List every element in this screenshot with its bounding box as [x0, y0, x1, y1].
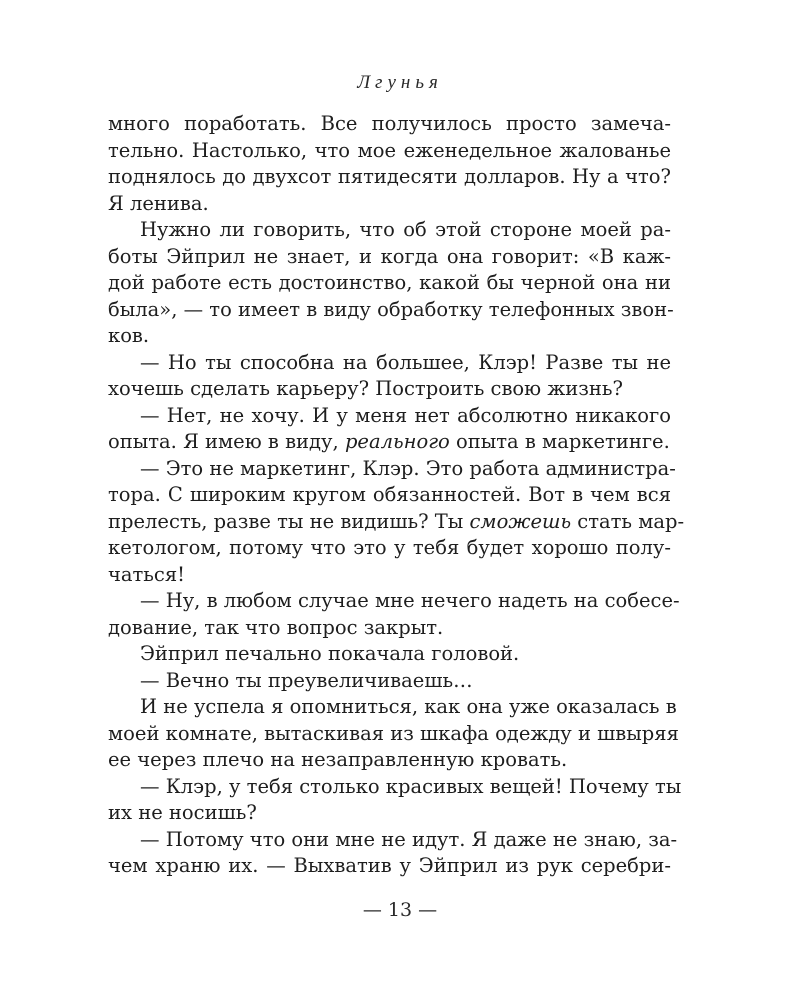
text-line [108, 297, 674, 324]
text-line [108, 535, 671, 562]
text-line [108, 456, 676, 483]
running-head: Лгунья [357, 72, 443, 93]
text-line [108, 509, 685, 536]
text-line [108, 191, 671, 218]
text-run: — Вечно ты преувеличиваешь… [140, 668, 473, 692]
text-line [108, 774, 682, 801]
text-run: — Потому что они мне не идут. Я даже не знаю, за- [140, 827, 678, 851]
text-run: — Это не маркетинг, Клэр. Это работа администра- [140, 456, 676, 480]
text-run: чаться! [108, 562, 185, 586]
text-line [108, 111, 671, 138]
text-line [108, 721, 679, 748]
text-line [108, 827, 678, 854]
text-line [108, 482, 671, 509]
text-run: их не носишь? [108, 801, 257, 824]
text-run: стать мар- [571, 509, 685, 533]
text-line [108, 429, 671, 456]
text-run: кетологом, потому что это у тебя будет хорошо полу- [108, 536, 671, 559]
text-run: ее через плечо на незаправленную кровать. [108, 748, 568, 771]
text-line [108, 217, 671, 244]
body-text [108, 111, 685, 880]
text-line [108, 853, 671, 880]
text-line [108, 270, 671, 297]
text-run: опыта в маркетинге. [449, 430, 670, 453]
text-run: — Клэр, у тебя столько красивых вещей! Почему ты [140, 774, 682, 798]
text-run: боты Эйприл не знает, и когда она говорит: «В каж- [108, 244, 671, 268]
text-run: много поработать. Все получилось просто замеча- [108, 112, 671, 135]
text-run: моей комнате, вытаскивая из шкафа одежду и швыряя [108, 721, 679, 745]
text-run: чем храню их. — Выхватив у Эйприл из рук серебри- [108, 854, 671, 877]
text-run: Нужно ли говорить, что об этой стороне моей ра- [140, 218, 671, 241]
text-run: — Нет, не хочу. И у меня нет абсолютно никакого [140, 403, 671, 427]
text-run: И не успела я опомниться, как она уже оказалась в [140, 695, 677, 718]
text-run: поднялось до двухсот пятидесяти долларов. Ну а что? [108, 165, 671, 188]
text-line [108, 668, 671, 695]
text-run: Я ленива. [108, 191, 209, 215]
text-run: — Ну, в любом случае мне нечего надеть на собесе- [140, 589, 680, 612]
text-run: дой работе есть достоинство, какой бы черной она ни [108, 271, 671, 294]
text-run: тельно. Настолько, что мое еженедельное жалованье [108, 138, 671, 162]
text-line [108, 164, 671, 191]
text-line [108, 138, 671, 165]
text-line [108, 323, 671, 350]
text-run: Эйприл печально покачала головой. [140, 642, 520, 665]
text-run: прелесть, разве ты не видишь? Ты [108, 509, 470, 533]
text-line [108, 403, 671, 430]
text-line [108, 562, 671, 589]
text-line [108, 244, 671, 271]
text-line [108, 615, 671, 642]
text-run: хочешь сделать карьеру? Построить свою жизнь? [108, 377, 623, 400]
italic-emphasis: реального [344, 430, 450, 453]
italic-emphasis: сможешь [469, 509, 572, 533]
text-line [108, 350, 671, 377]
text-run: дование, так что вопрос закрыт. [108, 615, 444, 639]
text-run: опыта. Я имею в виду, [108, 430, 345, 453]
page-number: — 13 — [362, 899, 438, 921]
text-run: — Но ты способна на большее, Клэр! Разве ты не [140, 350, 671, 374]
text-line [108, 641, 671, 668]
text-line [108, 376, 671, 403]
text-run: была», — то имеет в виду обработку телефонных звон- [108, 297, 674, 321]
text-line [108, 747, 671, 774]
text-line [108, 800, 671, 827]
text-run: тора. С широким кругом обязанностей. Вот в чем вся [108, 483, 671, 506]
text-line [108, 694, 677, 721]
text-line [108, 588, 680, 615]
text-run: ков. [108, 324, 150, 347]
